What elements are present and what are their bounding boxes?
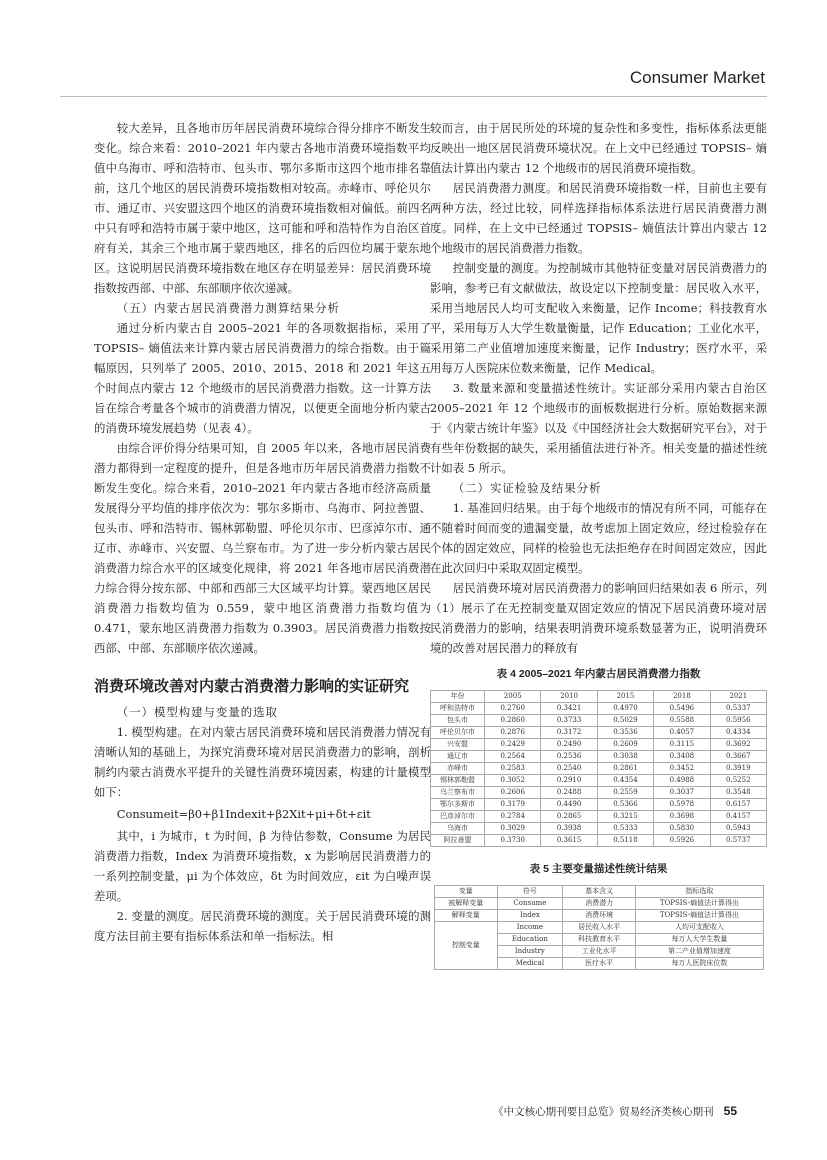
table-cell: 第二产业值增加速度 bbox=[636, 946, 763, 958]
journal-name: 《中文核心期刊要目总览》贸易经济类核心期刊 bbox=[493, 1106, 714, 1118]
table-cell: 0.5926 bbox=[654, 835, 710, 847]
table-cell: Index bbox=[497, 910, 562, 922]
table-cell: 指标选取 bbox=[636, 886, 763, 898]
table-cell: Consume bbox=[497, 898, 562, 910]
table-cell: 0.5496 bbox=[654, 703, 710, 715]
table-cell: 0.2540 bbox=[541, 763, 597, 775]
subsection-heading: （一）模型构建与变量的选取 bbox=[116, 705, 278, 719]
table-cell: 0.5333 bbox=[597, 823, 653, 835]
footer bbox=[493, 1104, 737, 1119]
table-cell: 0.2876 bbox=[485, 727, 541, 739]
table-cell: 2010 bbox=[541, 691, 597, 703]
table-cell: 赤峰市 bbox=[431, 763, 485, 775]
table-row bbox=[431, 727, 767, 739]
table-cell: 0.2583 bbox=[485, 763, 541, 775]
table-cell: 0.2861 bbox=[597, 763, 653, 775]
table-cell: Income bbox=[497, 922, 562, 934]
table-cell: 0.3215 bbox=[597, 811, 653, 823]
subsection-heading: （二）实证检验及结果分析 bbox=[452, 481, 602, 495]
table-cell: 0.3052 bbox=[485, 775, 541, 787]
table-cell: 消费环境 bbox=[562, 910, 636, 922]
table-cell: 通辽市 bbox=[431, 751, 485, 763]
table-cell: 0.3408 bbox=[654, 751, 710, 763]
table-cell: 0.2606 bbox=[485, 787, 541, 799]
table-cell: 0.3452 bbox=[654, 763, 710, 775]
table-cell: 0.2609 bbox=[597, 739, 653, 751]
formula: Consumeit=β0+β1Indexit+β2Xit+μi+δt+εit bbox=[116, 807, 371, 821]
table-cell: 医疗水平 bbox=[562, 958, 636, 970]
table-cell: 0.2429 bbox=[485, 739, 541, 751]
left-column bbox=[94, 118, 431, 946]
paragraph: 通过分析内蒙古自 2005–2021 年的各项数据指标，采用了 TOPSIS– 熵值法来计算内蒙古居民消费潜力的综合指数。由于篇幅原因，只列举了 2005、2010、2015、2018 和 2021 年这五个时间点内蒙古 12 个地级市的居民消费潜力指数。这一计算方法旨在综合考量各个城市的消费潜力情况，以便更全面地分析内蒙古的消费环境发展趋势（见表 4）。 bbox=[94, 321, 431, 435]
paragraph: 居民消费潜力测度。和居民消费环境指数一样，目前也主要有两种方法，经过比较，同样选择指标体系法进行居民消费潜力测度。同样，在上文中已经通过 TOPSIS– 熵值法计算出内蒙古 12 个地级市的居民消费潜力指数。 bbox=[430, 181, 767, 255]
table-row bbox=[431, 703, 767, 715]
paragraph: 3. 数量来源和变量描述性统计。实证部分采用内蒙古自治区 2005–2021 年 12 个地级市的面板数据进行分析。原始数据来源于《内蒙古统计年鉴》以及《中国经济社会大数据研究平台》，对于有些年份数据的缺失，采用插值法进行补齐。相关变量的描述性统计如表 5 所示。 bbox=[430, 381, 767, 475]
table-cell: 0.2488 bbox=[541, 787, 597, 799]
table-header-row bbox=[431, 691, 767, 703]
table-cell: 0.6157 bbox=[710, 799, 766, 811]
paragraph: 1. 基准回归结果。由于每个地级市的情况有所不同，可能存在不随着时间而变的遗漏变量，故考虑加上固定效应，经过检验存在个体的固定效应，同样的检验也无法拒绝存在时间固定效应，因此在此次回归中采取双固定模型。 bbox=[430, 501, 767, 575]
table-cell: 年份 bbox=[431, 691, 485, 703]
table-cell: Medical bbox=[497, 958, 562, 970]
table-row bbox=[431, 823, 767, 835]
header-title: Consumer Market bbox=[629, 68, 765, 87]
table-header-row bbox=[434, 886, 763, 898]
table-cell: 0.5588 bbox=[654, 715, 710, 727]
table-cell: 0.2860 bbox=[485, 715, 541, 727]
paragraph: 较而言，由于居民所处的环境的复杂性和多变性，指标体系法更能反映出一地区居民消费环境状况。在上文中已经通过 TOPSIS– 熵值法计算出内蒙古 12 个地级市的居民消费环境指数。 bbox=[430, 121, 767, 175]
paragraph: 较大差异，且各地市历年居民消费环境综合得分排序不断发生变化。综合来看：2010–2021 年内蒙古各地市消费环境指数平均值中乌海市、呼和浩特市、包头市、鄂尔多斯市这四个地市排名靠前，这几个地区的居民消费环境指数相对较高。赤峰市、呼伦贝尔市、通辽市、兴安盟这四个地区的消费环境指数相对偏低。前四名中只有呼和浩特市属于蒙中地区，这可能和呼和浩特作为自治区首府有关，其余三个地市属于蒙西地区，排名的后四位均属于蒙东地区。这说明居民消费环境指数在地区存在明显差异：居民消费环境指数按西部、中部、东部顺序依次递减。 bbox=[94, 121, 431, 295]
table-cell: 0.3421 bbox=[541, 703, 597, 715]
table-cell: 0.5943 bbox=[710, 823, 766, 835]
paragraph: 其中，i 为城市，t 为时间，β 为待估参数，Consume 为居民消费潜力指数，Index 为消费环境指数，x 为影响居民消费潜力的一系列控制变量，μi 为个体效应，δt 为时间效应，εit 为白噪声误差项。 bbox=[94, 829, 431, 903]
paragraph: 2. 变量的测度。居民消费环境的测度。关于居民消费环境的测度方法目前主要有指标体系法和单一指标法。相 bbox=[94, 909, 431, 943]
table-cell: 0.4988 bbox=[654, 775, 710, 787]
table-row bbox=[431, 811, 767, 823]
table-cell: 0.5737 bbox=[710, 835, 766, 847]
table-cell: 呼和浩特市 bbox=[431, 703, 485, 715]
table-cell: TOPSIS-熵值法计算得出 bbox=[636, 898, 763, 910]
table-cell: 0.3733 bbox=[541, 715, 597, 727]
table-cell: 科技教育水平 bbox=[562, 934, 636, 946]
table-row bbox=[431, 787, 767, 799]
paragraph: 由综合评价得分结果可知，自 2005 年以来，各地市居民消费潜力都得到一定程度的提升，但是各地市历年居民消费潜力指数不断发生变化。综合来看，2010–2021 年内蒙古各地市经济高质量发展得分平均值的排序依次为：鄂尔多斯市、乌海市、阿拉善盟、包头市、呼和浩特市、锡林郭勒盟、呼伦贝尔市、巴彦淖尔市、通辽市、赤峰市、兴安盟、乌兰察布市。为了进一步分析内蒙古居民消费潜力综合水平的区域变化规律，将 2021 年各地市居民消费潜力综合得分按东部、中部和西部三大区域平均计算。蒙西地区居民消费潜力指数均值为 0.559，蒙中地区消费潜力指数均值为 0.471，蒙东地区消费潜力指数为 0.3903。居民消费潜力指数按西部、中部、东部顺序依次递减。 bbox=[94, 441, 431, 655]
section-title: 消费环境改善对内蒙古消费潜力影响的实证研究 bbox=[94, 678, 410, 695]
table-cell: 0.2865 bbox=[541, 811, 597, 823]
table-cell: 0.3038 bbox=[597, 751, 653, 763]
header-rule bbox=[60, 96, 767, 97]
table-cell: 0.4157 bbox=[710, 811, 766, 823]
table-cell: 锡林郭勒盟 bbox=[431, 775, 485, 787]
table-cell: 呼伦贝尔市 bbox=[431, 727, 485, 739]
table-cell: Education bbox=[497, 934, 562, 946]
page-number: 55 bbox=[723, 1104, 737, 1118]
table-cell: 兴安盟 bbox=[431, 739, 485, 751]
table-cell: 0.3029 bbox=[485, 823, 541, 835]
table-cell: 阿拉善盟 bbox=[431, 835, 485, 847]
table-cell: 0.2536 bbox=[541, 751, 597, 763]
table-cell: 0.2910 bbox=[541, 775, 597, 787]
table-cell: 0.3730 bbox=[485, 835, 541, 847]
table-cell: 0.3115 bbox=[654, 739, 710, 751]
table-cell: 0.3919 bbox=[710, 763, 766, 775]
table-cell: 每万人医院床位数 bbox=[636, 958, 763, 970]
table-cell: 解释变量 bbox=[434, 910, 497, 922]
table-cell: 0.4057 bbox=[654, 727, 710, 739]
table-row bbox=[434, 910, 763, 922]
table-cell: 0.3938 bbox=[541, 823, 597, 835]
table-cell: 0.3667 bbox=[710, 751, 766, 763]
table-cell: 乌海市 bbox=[431, 823, 485, 835]
table-cell: 0.2564 bbox=[485, 751, 541, 763]
paragraph: 居民消费环境对居民消费潜力的影响回归结果如表 6 所示，列（1）展示了在无控制变量双固定效应的情况下居民消费环境对居民消费潜力的影响，结果表明消费环境系数显著为正，说明消费环境的改善对居民潜力的释放有 bbox=[430, 581, 767, 655]
paragraph: 控制变量的测度。为控制城市其他特征变量对居民消费潜力的影响，参考已有文献做法，故设定以下控制变量：居民收入水平，采用当地居民人均可支配收入来衡量，记作 Income；科技教育水平，采用每万人大学生数量衡量，记作 Education；工业化水平，采用第二产业值增加速度来衡量，记作 Industry；医疗水平，采用每万人医院床位数来衡量，记作 Medical。 bbox=[430, 261, 767, 375]
table-row bbox=[431, 715, 767, 727]
table-cell: 0.4334 bbox=[710, 727, 766, 739]
table-cell: 0.3179 bbox=[485, 799, 541, 811]
table-cell: 0.5029 bbox=[597, 715, 653, 727]
table-cell: 0.5830 bbox=[654, 823, 710, 835]
table-cell: 消费潜力 bbox=[562, 898, 636, 910]
table-cell: 变量 bbox=[434, 886, 497, 898]
table-cell: 0.2760 bbox=[485, 703, 541, 715]
table-cell: 0.5366 bbox=[597, 799, 653, 811]
table-cell: 2005 bbox=[485, 691, 541, 703]
table-cell: 工业化水平 bbox=[562, 946, 636, 958]
table-cell: 0.3536 bbox=[597, 727, 653, 739]
table-cell: 0.4970 bbox=[597, 703, 653, 715]
table-cell: 0.2784 bbox=[485, 811, 541, 823]
right-column bbox=[430, 118, 767, 970]
table-cell: 0.3037 bbox=[654, 787, 710, 799]
table-cell: 控制变量 bbox=[434, 922, 497, 970]
table-cell: 0.3692 bbox=[710, 739, 766, 751]
table-cell: 巴彦淖尔市 bbox=[431, 811, 485, 823]
table4 bbox=[430, 690, 767, 847]
table-cell: 2018 bbox=[654, 691, 710, 703]
table-cell: 0.5956 bbox=[710, 715, 766, 727]
table-cell: 0.3698 bbox=[654, 811, 710, 823]
table5-caption: 表 5 主要变量描述性统计结果 bbox=[529, 863, 668, 875]
table-cell: 包头市 bbox=[431, 715, 485, 727]
table-cell: 0.3615 bbox=[541, 835, 597, 847]
table-cell: 被解释变量 bbox=[434, 898, 497, 910]
table-cell: 0.2490 bbox=[541, 739, 597, 751]
table4-caption: 表 4 2005–2021 年内蒙古居民消费潜力指数 bbox=[496, 668, 701, 680]
table-cell: Industry bbox=[497, 946, 562, 958]
table-cell: 0.4490 bbox=[541, 799, 597, 811]
table-cell: 0.4354 bbox=[597, 775, 653, 787]
table-cell: 0.5337 bbox=[710, 703, 766, 715]
table-row bbox=[431, 751, 767, 763]
table-cell: 每万人大学生数量 bbox=[636, 934, 763, 946]
table-cell: 0.5118 bbox=[597, 835, 653, 847]
table-cell: 2021 bbox=[710, 691, 766, 703]
table-row bbox=[431, 739, 767, 751]
table-row bbox=[431, 775, 767, 787]
table-row bbox=[431, 799, 767, 811]
table-cell: 乌兰察布市 bbox=[431, 787, 485, 799]
table-cell: 人均可支配收入 bbox=[636, 922, 763, 934]
table-cell: 居民收入水平 bbox=[562, 922, 636, 934]
table-cell: 2015 bbox=[597, 691, 653, 703]
table-cell: 基本含义 bbox=[562, 886, 636, 898]
table-cell: 0.5978 bbox=[654, 799, 710, 811]
table-cell: 鄂尔多斯市 bbox=[431, 799, 485, 811]
table-cell: 0.3172 bbox=[541, 727, 597, 739]
table-cell: 0.3548 bbox=[710, 787, 766, 799]
table5 bbox=[434, 885, 764, 970]
table-cell: TOPSIS-熵值法计算得出 bbox=[636, 910, 763, 922]
table-row bbox=[431, 835, 767, 847]
table-cell: 0.5252 bbox=[710, 775, 766, 787]
table-row bbox=[434, 922, 763, 934]
table-row bbox=[434, 898, 763, 910]
subsection-heading: （五）内蒙古居民消费潜力测算结果分析 bbox=[116, 301, 340, 315]
table-cell: 0.2559 bbox=[597, 787, 653, 799]
paragraph: 1. 模型构建。在对内蒙古居民消费环境和居民消费潜力情况有清晰认知的基础上，为探究消费环境对居民消费潜力的影响，剖析制约内蒙古消费水平提升的关键性消费环境因素，构建的计量模型如下： bbox=[94, 725, 431, 799]
table-cell: 符号 bbox=[497, 886, 562, 898]
table-row bbox=[431, 763, 767, 775]
